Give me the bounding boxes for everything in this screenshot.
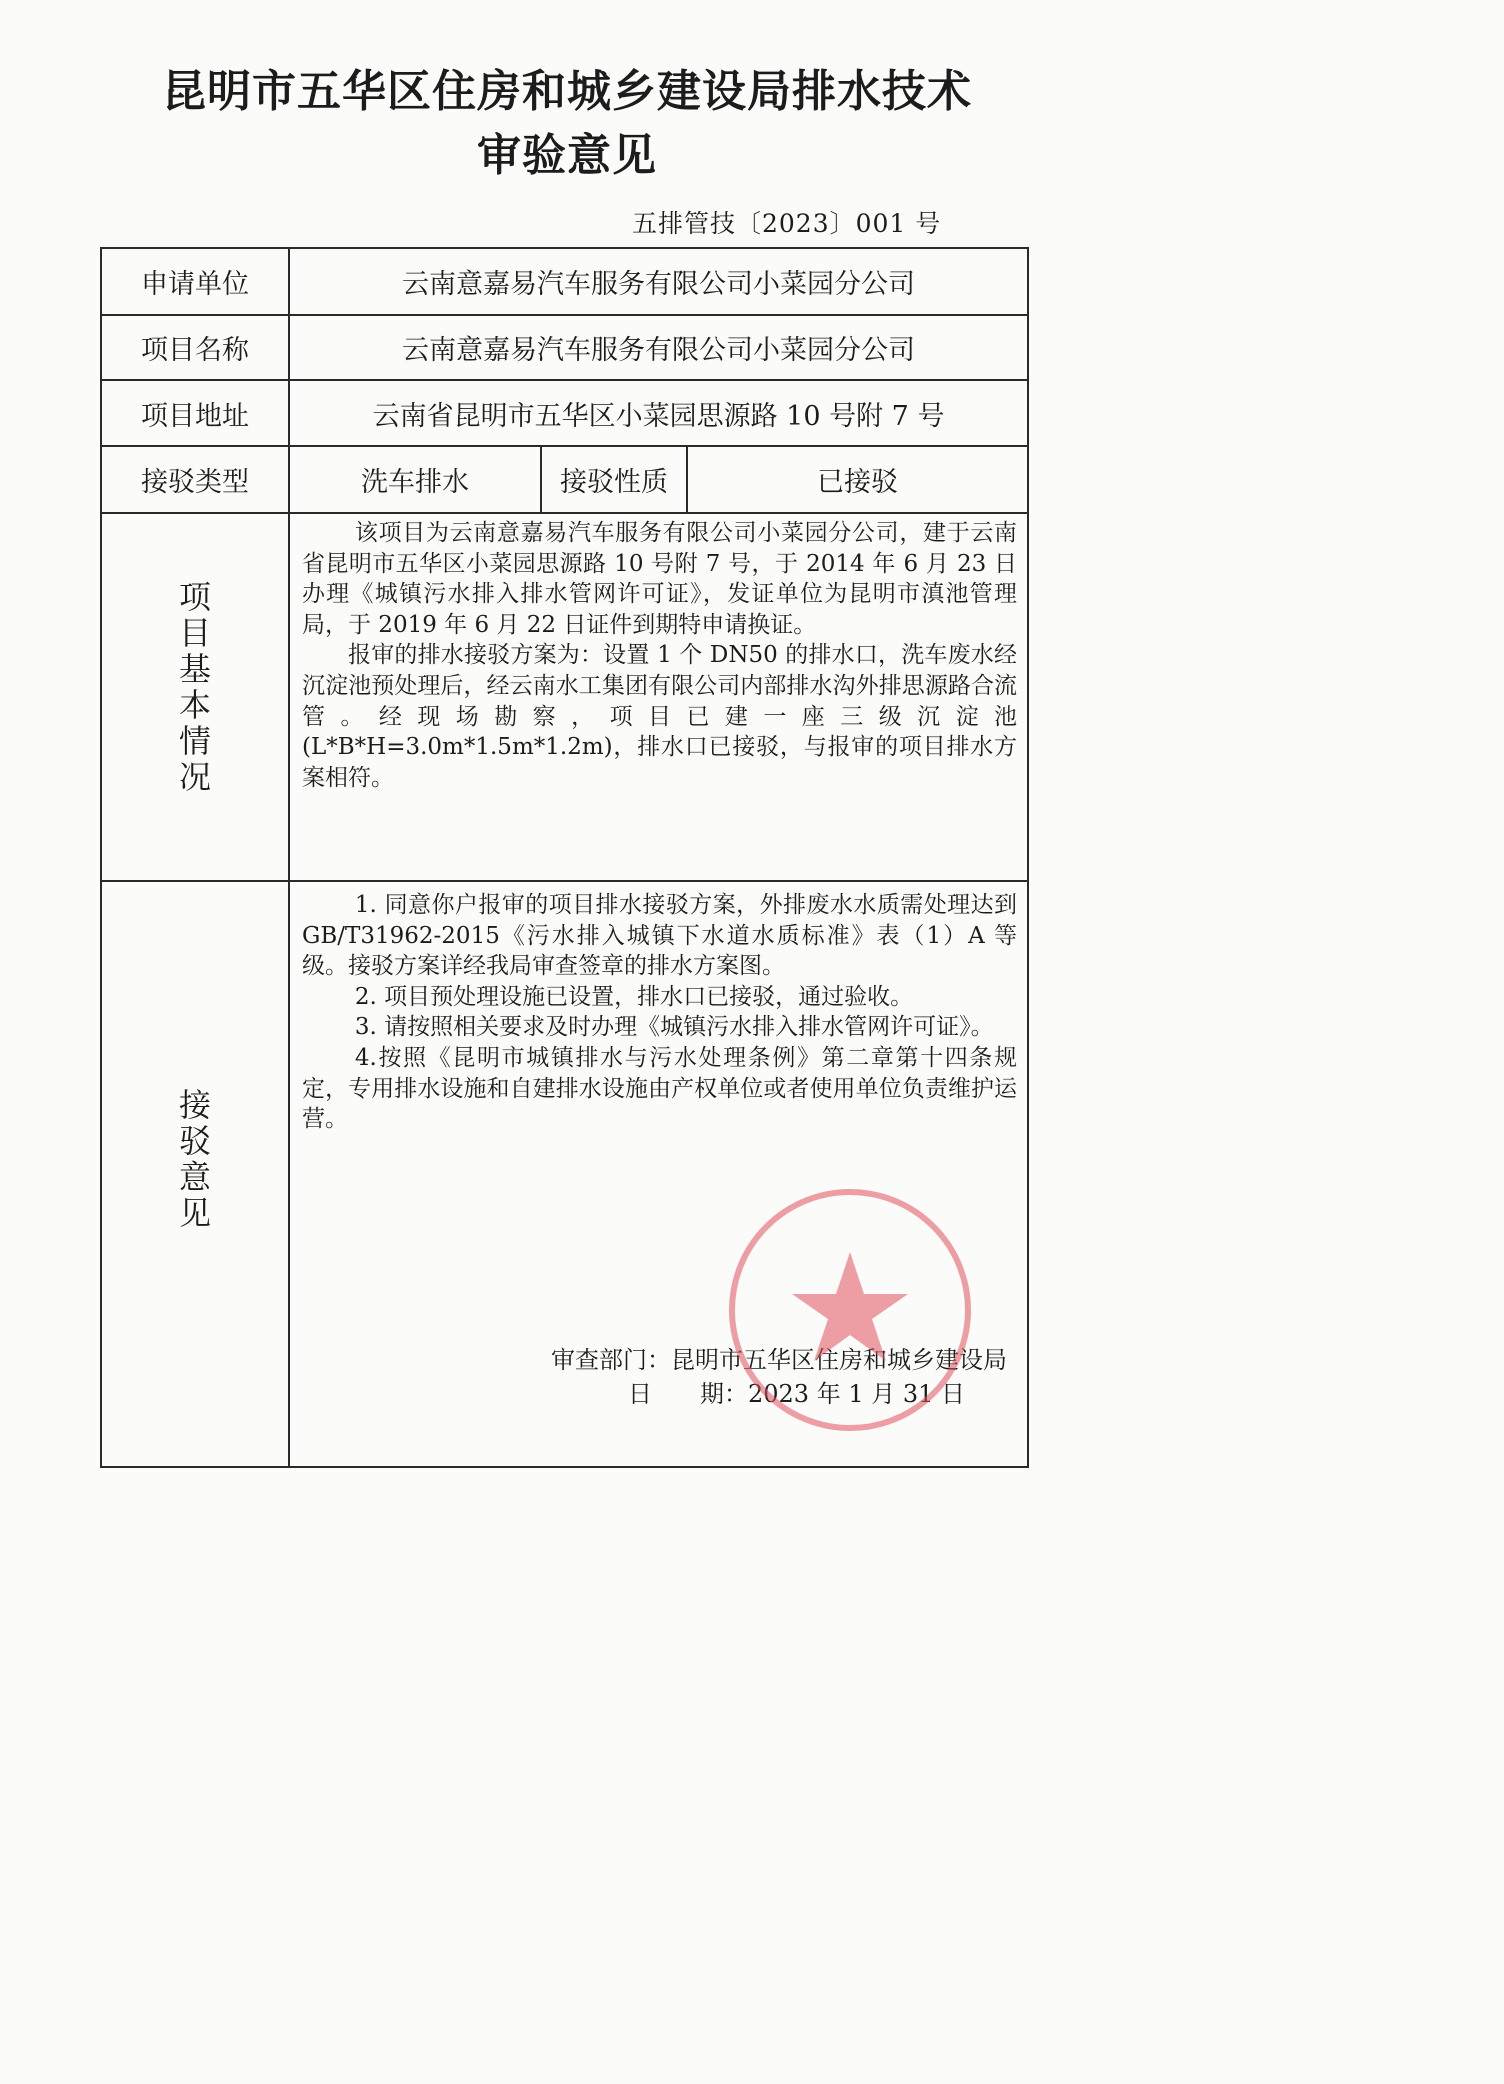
basic-info-label: 项目基本情况: [178, 577, 211, 797]
connection-nature-value: 已接驳: [687, 446, 1028, 513]
connection-nature-label: 接驳性质: [541, 446, 687, 513]
seal-star-icon: [792, 1252, 908, 1361]
project-name-row: [101, 315, 1028, 380]
basic-info-row: [101, 513, 1028, 881]
applicant-label: 申请单位: [101, 248, 289, 315]
opinion-label-cell: [101, 881, 289, 1467]
connection-row: [101, 446, 1028, 513]
basic-info-paragraph: 该项目为云南意嘉易汽车服务有限公司小菜园分公司，建于云南省昆明市五华区小菜园思源路 10 号附 7 号，于 2014 年 6 月 23 日办理《城镇污水排入排水管网许可证》，发证单位为昆明市滇池管理局，于 2019 年 6 月 22 日证件到期特申请换证。: [302, 520, 1018, 638]
opinion-label: 接驳意见: [178, 1085, 211, 1233]
opinion-wrap: [302, 890, 1017, 1135]
project-address-row: [101, 380, 1028, 446]
review-department: 审查部门：昆明市五华区住房和城乡建设局: [551, 1346, 1007, 1374]
document-number: 五排管技〔2023〕001 号: [632, 209, 942, 238]
connection-type-label: 接驳类型: [101, 446, 289, 513]
connection-type-value: 洗车排水: [289, 446, 541, 513]
document-title-line-1: 昆明市五华区住房和城乡建设局排水技术: [162, 66, 972, 117]
basic-info-content: [289, 513, 1028, 881]
opinion-paragraph: 1. 同意你户报审的项目排水接驳方案，外排废水水质需处理达到 GB/T31962-2015《污水排入城镇下水道水质标准》表（1）A 等级。接驳方案详经我局审查签章的排水方案图。: [302, 892, 1018, 980]
applicant-value: 云南意嘉易汽车服务有限公司小菜园分公司: [289, 248, 1028, 315]
project-name-label: 项目名称: [101, 315, 289, 380]
opinion-paragraph: 2. 项目预处理设施已设置，排水口已接驳，通过验收。: [354, 983, 914, 1010]
document-title-line-2: 审验意见: [477, 130, 657, 181]
opinion-paragraph: 4.按照《昆明市城镇排水与污水处理条例》第二章第十四条规定，专用排水设施和自建排水设施由产权单位或者使用单位负责维护运营。: [302, 1044, 1018, 1133]
basic-info-paragraph: 报审的排水接驳方案为：设置 1 个 DN50 的排水口，洗车废水经沉淀池预处理后，经云南水工集团有限公司内部排水沟外排思源路合流管。经现场勘察，项目已建一座三级沉淀池(L*B*H=3.0m*1.5m*1.2m)，排水口已接驳，与报审的项目排水方案相符。: [302, 642, 1018, 791]
official-seal-stamp: [720, 1180, 980, 1440]
project-address-label: 项目地址: [101, 380, 289, 446]
applicant-row: [101, 248, 1028, 315]
review-date: 日 期：2023 年 1 月 31 日: [628, 1380, 966, 1408]
project-address-value: 云南省昆明市五华区小菜园思源路 10 号附 7 号: [289, 380, 1028, 446]
project-name-value: 云南意嘉易汽车服务有限公司小菜园分公司: [289, 315, 1028, 380]
basic-info-label-cell: [101, 513, 289, 881]
opinion-paragraph: 3. 请按照相关要求及时办理《城镇污水排入排水管网许可证》。: [354, 1014, 994, 1041]
